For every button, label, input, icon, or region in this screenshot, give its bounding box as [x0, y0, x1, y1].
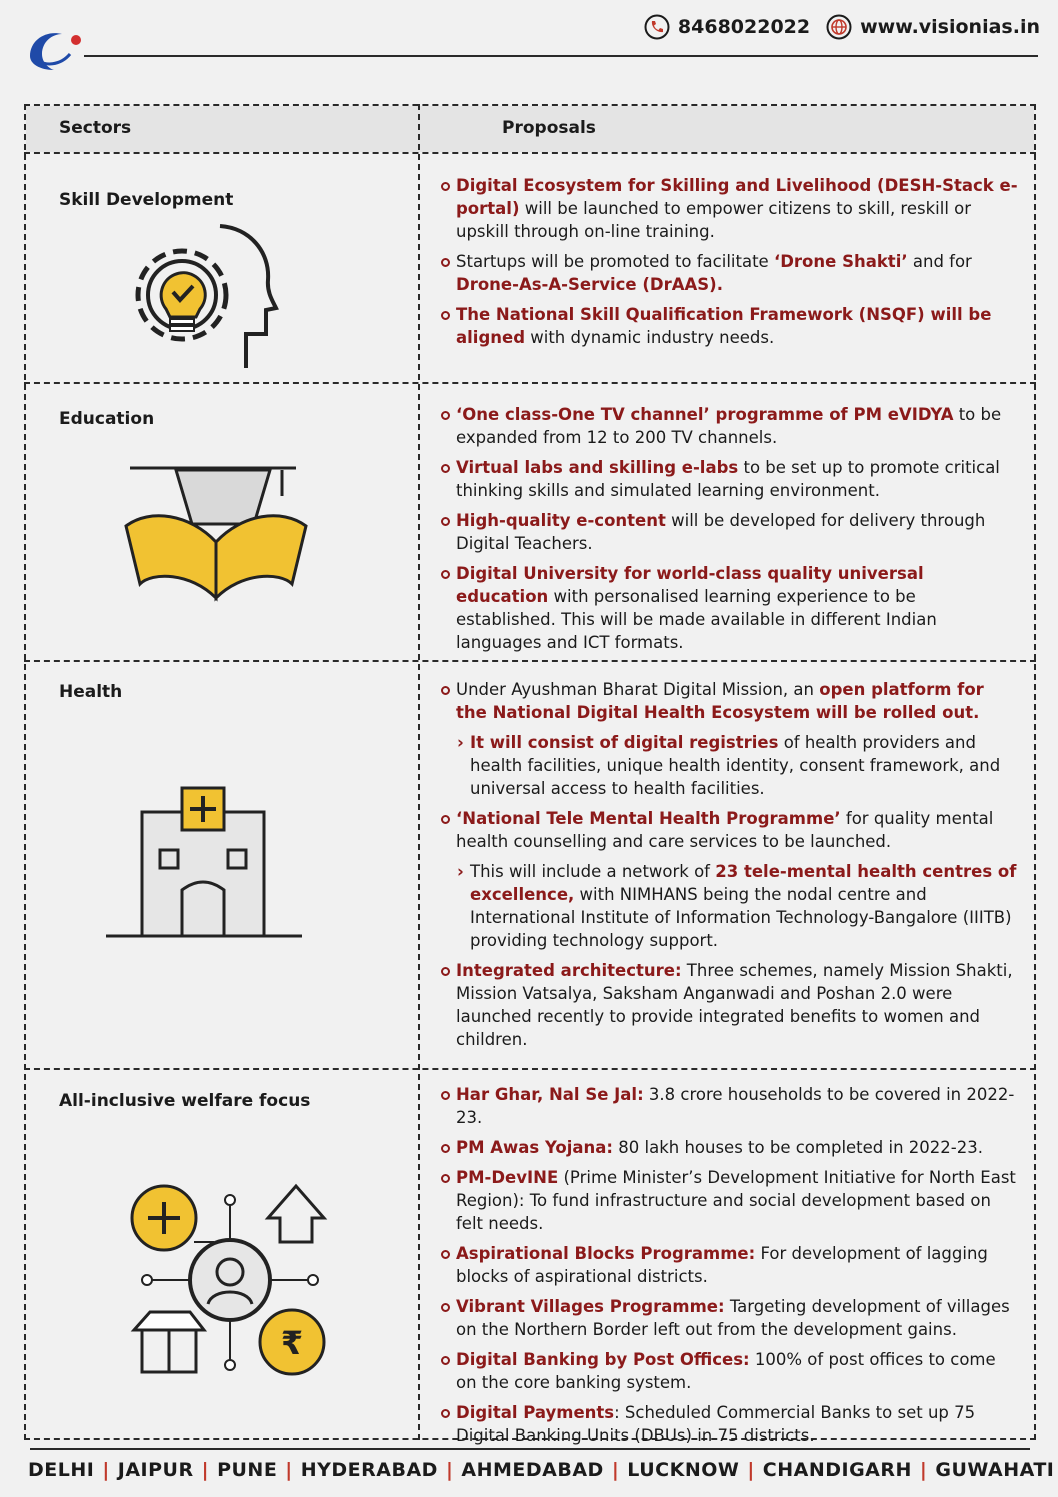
bullet-item — [440, 807, 1018, 853]
highlight-text: ‘Drone Shakti’ — [773, 252, 908, 271]
highlight-text: ‘One class-One TV channel’ programme of PM eVIDYA — [456, 405, 954, 424]
footer-separator: | — [102, 1459, 110, 1481]
sub-bullet-item — [440, 731, 1018, 800]
highlight-text: Digital University for world-class quality universal education — [456, 564, 924, 606]
bullet-item — [440, 403, 1018, 449]
bullet-item — [440, 1295, 1018, 1341]
bullet-item — [440, 1348, 1018, 1394]
highlight-text: PM Awas Yojana: — [456, 1138, 614, 1157]
body-text: with NIMHANS being the nodal centre and International Institute of Information Technology-Bangalore (IIITB) providing technology support. — [470, 885, 1012, 950]
highlight-text: 23 tele-mental health centres of excellence, — [470, 862, 1017, 904]
contact-bar — [644, 14, 1040, 40]
bullet-item — [440, 1083, 1018, 1129]
footer-city: JAIPUR — [117, 1459, 194, 1481]
bullet-item — [440, 678, 1018, 724]
body-text: Three schemes, namely Mission Shakti, Mission Vatsalya, Saksham Anganwadi and Poshan 2.0 were launched recently to provide integrated benefits to women and children. — [456, 961, 1013, 1049]
sector-title-skill-development: Skill Development — [59, 190, 234, 210]
body-text: 3.8 crore households to be covered in 2022-23. — [456, 1085, 1015, 1127]
phone-number[interactable]: 8468022022 — [677, 16, 811, 38]
bullet-item — [440, 456, 1018, 502]
welfare-network-icon — [128, 1182, 332, 1378]
footer-rule — [30, 1448, 1030, 1450]
body-text: will be developed for delivery through Digital Teachers. — [456, 511, 986, 553]
highlight-text: High-quality e-content — [456, 511, 666, 530]
highlight-text: PM-DevINE — [456, 1168, 559, 1187]
footer-separator: | — [747, 1459, 755, 1481]
highlight-text: Aspirational Blocks Programme: — [456, 1244, 756, 1263]
highlight-text: The National Skill Qualification Framework (NSQF) will be aligned — [456, 305, 992, 347]
column-header-proposals: Proposals — [502, 118, 596, 138]
body-text: will be launched to empower citizens to skill, reskill or upskill through on-line training. — [456, 199, 972, 241]
bullet-item — [440, 562, 1018, 654]
body-text: Under Ayushman Bharat Digital Mission, an — [456, 680, 820, 699]
footer-separator: | — [201, 1459, 210, 1481]
phone-icon — [644, 14, 670, 40]
row-divider — [24, 1068, 1036, 1070]
vision-logo — [24, 26, 86, 72]
footer-separator: | — [445, 1459, 454, 1481]
column-divider — [418, 104, 420, 1440]
website-link[interactable]: www.visionias.in — [860, 16, 1040, 38]
highlight-text: Digital Ecosystem for Skilling and Livelihood (DESH-Stack e-portal) — [456, 176, 1018, 218]
body-text: (Prime Minister’s Development Initiative for North East Region): To fund infrastructure and social development based on felt needs. — [456, 1168, 1016, 1233]
proposals-skill-development — [440, 174, 1018, 356]
bullet-item — [440, 509, 1018, 555]
footer-city: HYDERABAD — [300, 1459, 438, 1481]
sector-title-health: Health — [59, 682, 123, 702]
body-text: Startups will be promoted to facilitate — [456, 252, 774, 271]
footer-separator: | — [611, 1459, 620, 1481]
bullet-item — [440, 303, 1018, 349]
highlight-text: Drone-As-A-Service (DrAAS). — [456, 275, 723, 294]
body-text: : Scheduled Commercial Banks to set up 75 Digital Banking Units (DBUs) in 75 districts. — [456, 1403, 976, 1445]
highlight-text: ‘National Tele Mental Health Programme’ — [456, 809, 841, 828]
footer-city: LUCKNOW — [627, 1459, 740, 1481]
highlight-text: open platform for the National Digital Health Ecosystem will be rolled out. — [456, 680, 984, 722]
body-text: to be expanded from 12 to 200 TV channels. — [456, 405, 1002, 447]
footer-city: PUNE — [217, 1459, 278, 1481]
bullet-item — [440, 959, 1018, 1051]
footer-separator: | — [285, 1459, 293, 1481]
bullet-item — [440, 1166, 1018, 1235]
bullet-item — [440, 1401, 1018, 1447]
bullet-item — [440, 174, 1018, 243]
svg-text:₹: ₹ — [280, 1324, 304, 1362]
footer-city: AHMEDABAD — [461, 1459, 604, 1481]
bullet-item — [440, 1242, 1018, 1288]
bullet-item — [440, 250, 1018, 296]
bullet-item — [440, 1136, 1018, 1159]
highlight-text: Vibrant Villages Programme: — [456, 1297, 725, 1316]
highlight-text: Digital Banking by Post Offices: — [456, 1350, 750, 1369]
header-rule — [84, 55, 1038, 57]
body-text: of health providers and health facilities, unique health identity, consent framework, and universal access to health facilities. — [470, 733, 1001, 798]
proposals-welfare — [440, 1083, 1018, 1454]
hospital-icon — [104, 786, 304, 942]
body-text: Targeting development of villages on the Northern Border left out from the development gains. — [456, 1297, 1010, 1339]
body-text: with personalised learning experience to be established. This will be made available in different Indian languages and ICT formats. — [456, 587, 937, 652]
body-text: to be set up to promote critical thinking skills and simulated learning environment. — [456, 458, 1000, 500]
sub-bullet-item — [440, 860, 1018, 952]
graduation-book-icon — [120, 460, 312, 604]
body-text: for quality mental health counselling and care services to be launched. — [456, 809, 994, 851]
highlight-text: Har Ghar, Nal Se Jal: — [456, 1085, 644, 1104]
footer-city: CHANDIGARH — [762, 1459, 912, 1481]
sector-title-education: Education — [59, 409, 155, 429]
globe-icon — [826, 14, 852, 40]
highlight-text: Digital Payments — [456, 1403, 615, 1422]
proposals-health — [440, 678, 1018, 1058]
proposals-education — [440, 403, 1018, 661]
body-text: This will include a network of — [470, 862, 716, 881]
body-text: 80 lakh houses to be completed in 2022-23. — [613, 1138, 983, 1157]
footer-city: GUWAHATI — [935, 1459, 1055, 1481]
sector-title-welfare: All-inclusive welfare focus — [59, 1091, 311, 1111]
footer-separator: | — [919, 1459, 928, 1481]
body-text: with dynamic industry needs. — [525, 328, 775, 347]
body-text: 100% of post offices to come on the core banking system. — [456, 1350, 996, 1392]
row-divider — [24, 152, 1036, 154]
footer-city: DELHI — [28, 1459, 95, 1481]
body-text: and for — [907, 252, 972, 271]
body-text: For development of lagging blocks of aspirational districts. — [456, 1244, 988, 1286]
highlight-text: It will consist of digital registries — [470, 733, 779, 752]
highlight-text: Integrated architecture: — [456, 961, 682, 980]
column-header-sectors: Sectors — [59, 118, 132, 138]
footer-cities — [28, 1459, 1055, 1481]
skill-head-bulb-icon — [120, 218, 280, 374]
row-divider — [24, 382, 1036, 384]
highlight-text: Virtual labs and skilling e-labs — [456, 458, 739, 477]
